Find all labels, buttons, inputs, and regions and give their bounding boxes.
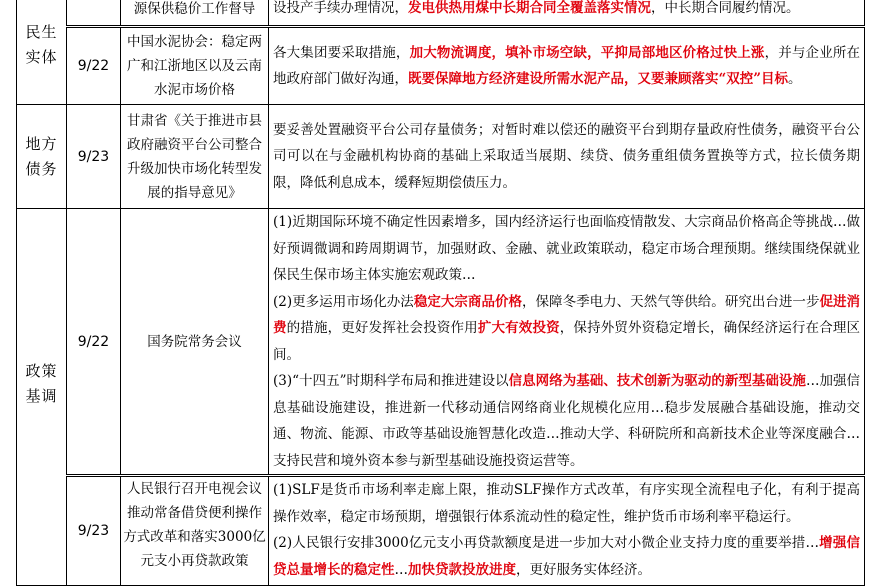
table-row	[17, 105, 865, 209]
content-cell	[269, 209, 865, 476]
table-row	[17, 209, 865, 476]
content-cell	[269, 0, 865, 27]
text-run: ，保持外贸外资稳定增长，确保经济运行在合理区间。	[273, 320, 861, 363]
source-cell: 国务院常务会议	[121, 209, 269, 476]
highlighted-text: 稳定大宗商品价格	[413, 293, 523, 310]
highlighted-text: 发电供热用煤中长期合同全覆盖落实情况	[408, 0, 651, 16]
text-run: (2)更多运用市场化办法	[273, 293, 414, 310]
category-label: 政策	[25, 362, 58, 380]
text-run: ，更好服务实体经济。	[516, 561, 651, 578]
highlighted-text: 信息网络为基础、技术创新为驱动的新型基础设施	[508, 373, 806, 389]
category-cell	[17, 0, 67, 105]
date-cell: 9/22	[67, 27, 121, 105]
table-row	[17, 476, 865, 586]
paragraph	[273, 209, 860, 289]
highlighted-text: 加快贷款投放进度	[408, 561, 516, 578]
text-run: …	[394, 561, 408, 578]
source-cell: 源保供稳价工作督导	[121, 0, 269, 27]
category-label: 基调	[25, 387, 58, 405]
content-cell	[269, 27, 865, 105]
text-run: ，中长期合同履约情况。	[651, 0, 800, 16]
policy-table	[16, 0, 865, 586]
source-cell: 中国水泥协会：稳定两广和江浙地区以及云南水泥市场价格	[121, 27, 269, 105]
text-run: (1)近期国际环境不确定性因素增多，国内经济运行也面临疫情散发、大宗商品价格高企等挑战…做好预调微调和跨周期调节，加强财政、金融、就业政策联动，稳定市场合理预期。继续围绕保就业保民生保市场主体实施宏观政策…	[273, 214, 860, 283]
category-label: 债务	[25, 159, 58, 178]
text-run: …加强信息基础设施建设，推进新一代移动通信网络商业化规模化应用…稳步发展融合基础设施，推动交通、物流、能源、市政等基础设施智慧化改造…推动大学、科研院所和高新技术企业等深度融合…支持民营和境外资本参与新型基础设施投资运营等。	[273, 373, 860, 469]
text-run: ，保障冬季电力、天然气等供给。研究出台进一步	[522, 293, 820, 310]
category-label: 实体	[25, 47, 58, 66]
paragraph	[273, 368, 860, 474]
highlighted-text: 既要保障地方经济建设所需水泥产品，又要兼顾落实“双控”目标	[408, 71, 789, 87]
highlighted-text: 扩大有效投资	[477, 320, 560, 336]
source-cell: 甘肃省《关于推进市县政府融资平台公司整合升级加快市场化转型发展的指导意见》	[121, 105, 269, 209]
category-label: 民生	[25, 22, 58, 41]
paragraph	[273, 289, 860, 369]
text-run: 的措施，更好发挥社会投资作用	[286, 320, 478, 336]
table-row	[17, 27, 865, 105]
text-run: 各大集团要采取措施，	[273, 44, 410, 61]
text-run: ，并与企业所在地政府部门做好沟通，	[273, 44, 861, 87]
date-cell: 9/23	[67, 105, 121, 209]
text-run: 。	[788, 71, 802, 87]
text-run: 设投产手续办理情况，	[273, 0, 408, 16]
highlighted-text: 促进消费	[273, 293, 861, 336]
category-cell	[17, 209, 67, 586]
content-cell	[269, 476, 865, 586]
paragraph	[273, 530, 860, 583]
date-cell: 9/23	[67, 476, 121, 586]
text-run: 要妥善处置融资平台公司存量债务；对暂时难以偿还的融资平台到期存量政府性债务，融资平台公司可以在与金融机构协商的基础上采取适当展期、续贷、债务重组债务置换等方式，拉长债务期限，降低利息成本，缓释短期偿债压力。	[273, 121, 860, 191]
category-label: 地方	[25, 134, 58, 153]
category-cell	[17, 105, 67, 209]
content-cell	[269, 105, 865, 209]
text-run: (2)人民银行安排3000亿元支小再贷款额度是进一步加大对小微企业支持力度的重要举措…	[273, 535, 819, 551]
date-cell: 9/22	[67, 209, 121, 476]
date-cell	[67, 0, 121, 27]
source-cell: 人民银行召开电视会议推动常备借贷便利操作方式改革和落实3000亿元支小再贷款政策	[121, 476, 269, 586]
table-row	[17, 0, 865, 27]
highlighted-text: 加大物流调度，填补市场空缺，平抑局部地区价格过快上涨	[409, 44, 765, 61]
text-run: (3)“十四五”时期科学布局和推进建设以	[273, 373, 509, 389]
text-run: (1)SLF是货币市场利率走廊上限，推动SLF操作方式改革，有序实现全流程电子化，有利于提高操作效率，稳定市场预期，增强银行体系流动性的稳定性，维护货币市场利率平稳运行。	[273, 482, 860, 525]
paragraph	[273, 477, 860, 530]
highlighted-text: 增强信贷总量增长的稳定性	[273, 535, 860, 578]
